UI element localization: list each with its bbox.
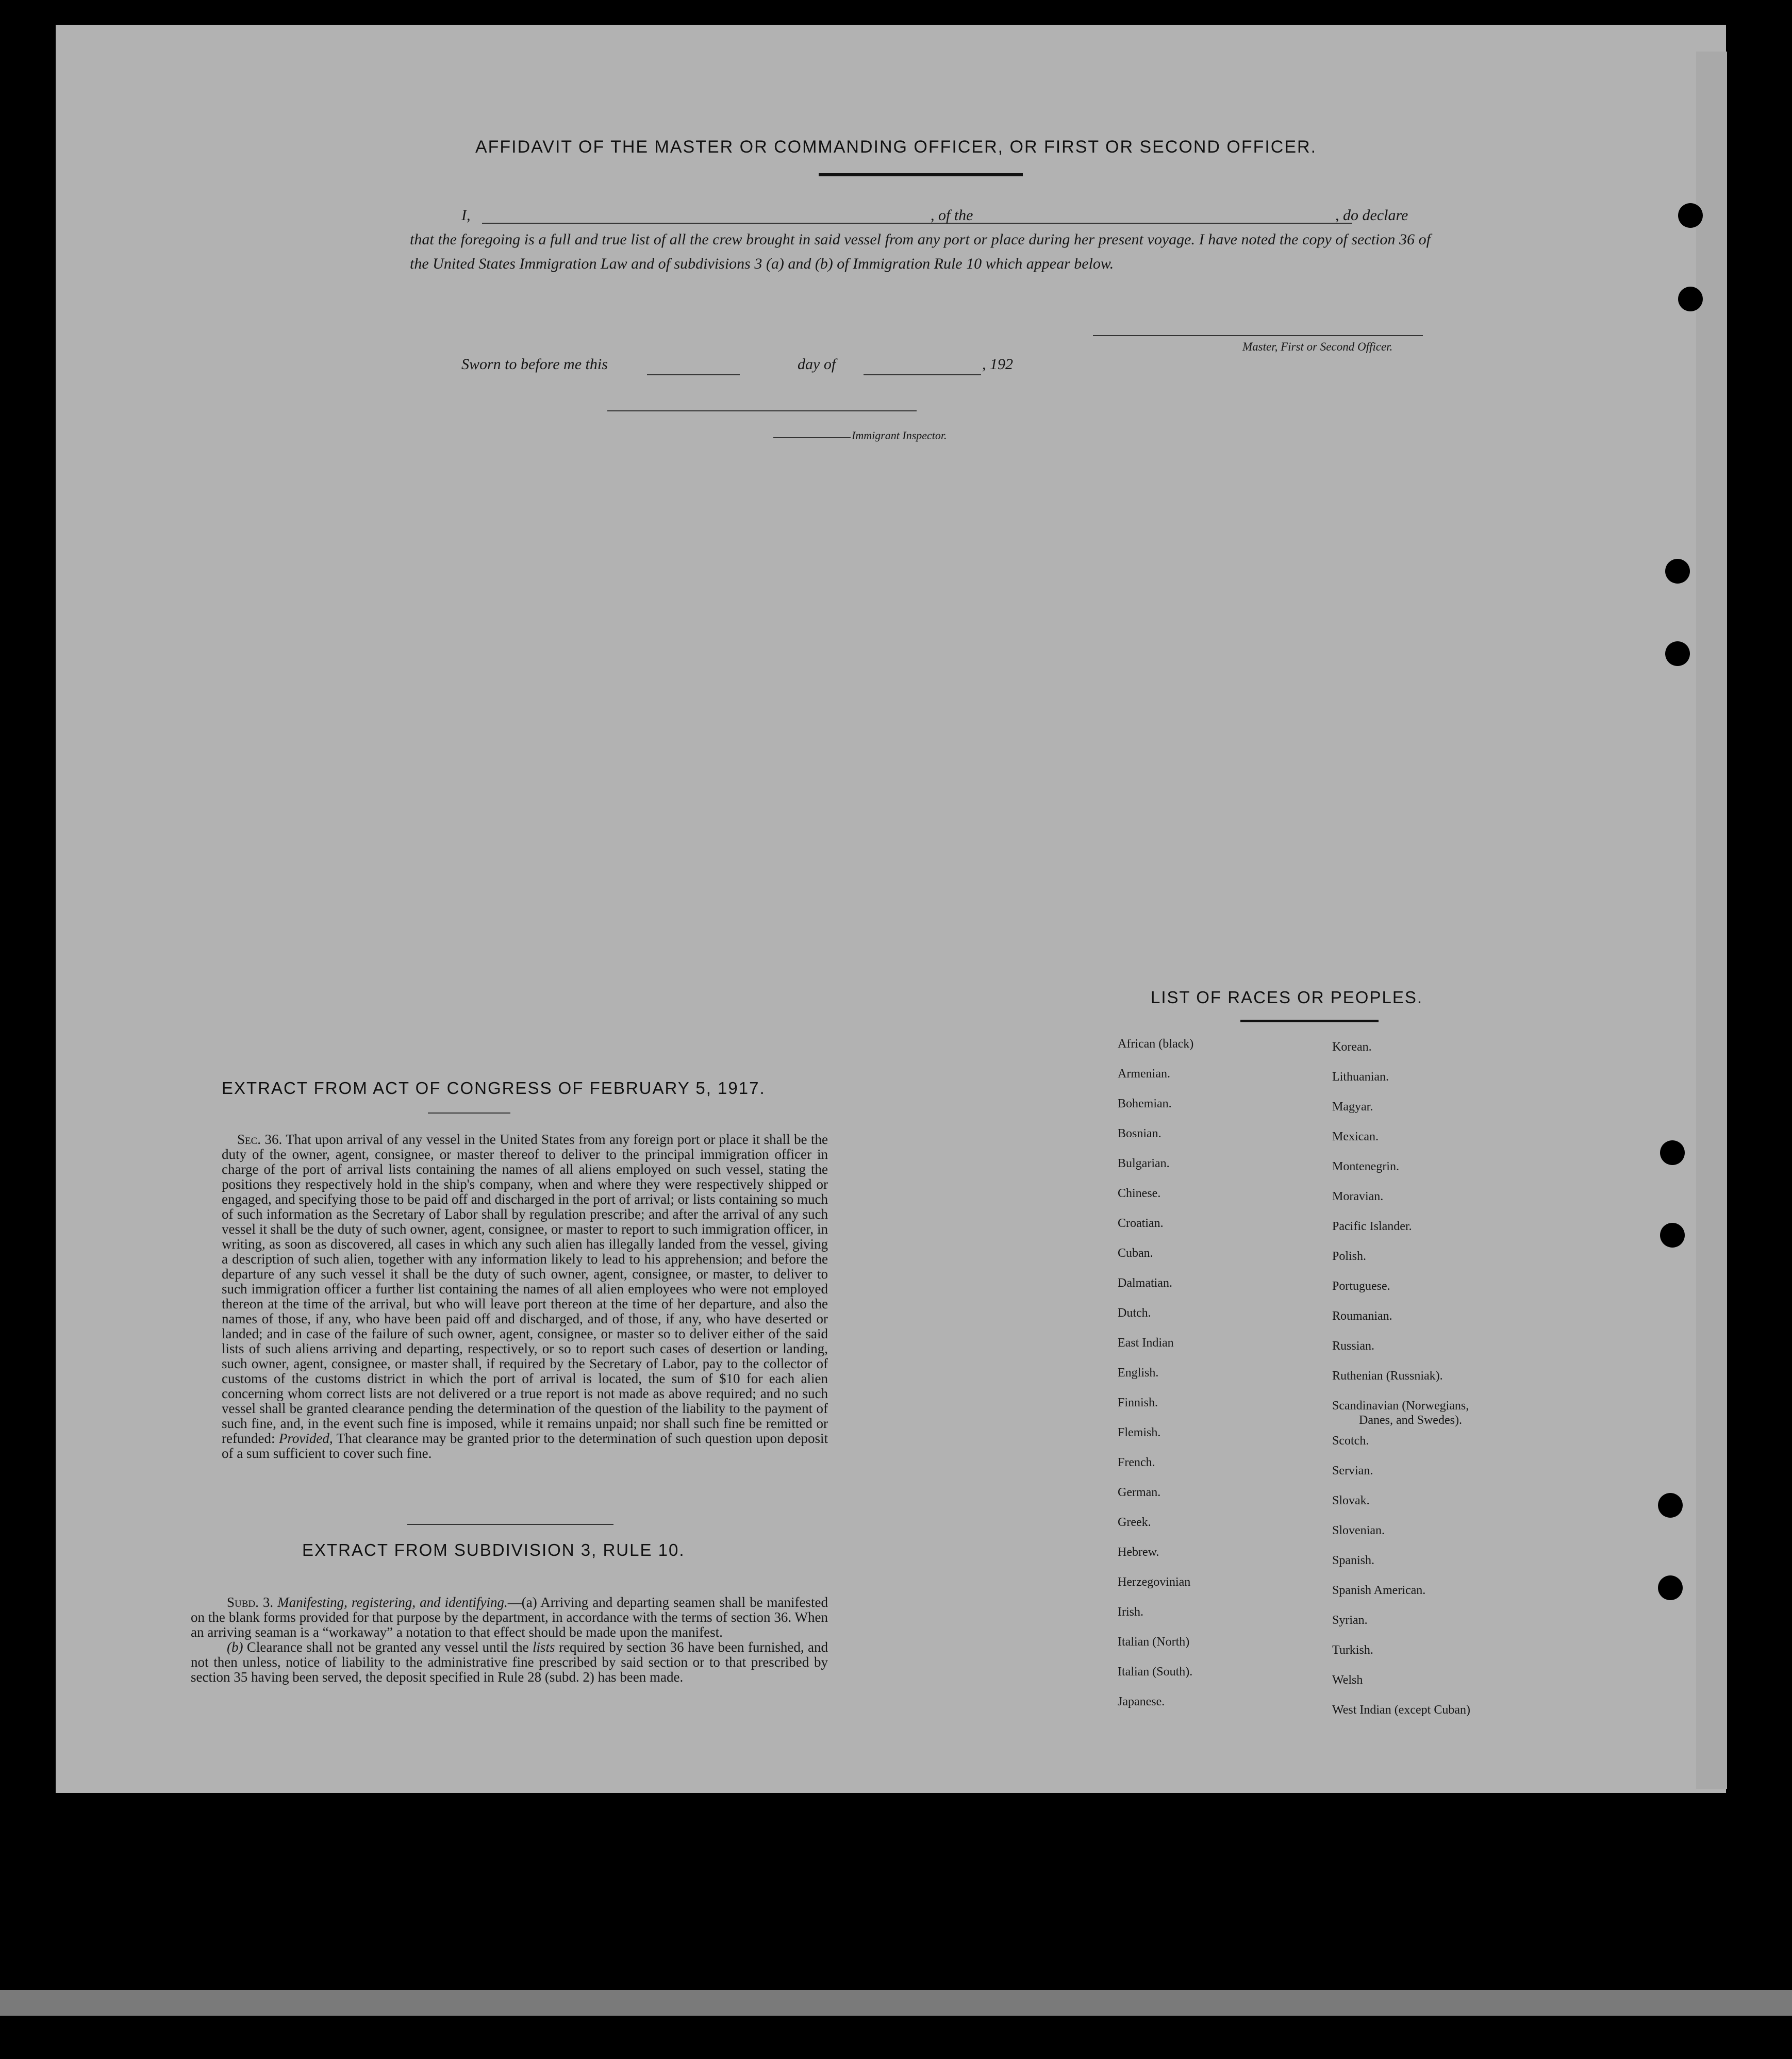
race-item: Lithuanian.: [1332, 1070, 1389, 1084]
punch-hole: [1678, 203, 1703, 228]
race-item: Dalmatian.: [1118, 1276, 1172, 1290]
signature-label: Master, First or Second Officer.: [1242, 340, 1393, 353]
race-item: German.: [1118, 1486, 1161, 1499]
race-item: Welsh: [1332, 1673, 1363, 1687]
race-item: Italian (North): [1118, 1635, 1190, 1649]
race-item: Syrian.: [1332, 1614, 1368, 1627]
race-item: Magyar.: [1332, 1100, 1373, 1114]
affidavit-declaration: [410, 203, 1431, 276]
proviso-label: Provided,: [278, 1431, 333, 1446]
inspector-signature-line[interactable]: [607, 410, 917, 411]
punch-hole: [1658, 1575, 1683, 1600]
race-item: Russian.: [1332, 1339, 1375, 1353]
congress-extract-text: [222, 1132, 828, 1461]
sworn-day-blank[interactable]: [647, 374, 740, 375]
race-item: Polish.: [1332, 1250, 1367, 1263]
race-item: Irish.: [1118, 1605, 1143, 1619]
race-item: Mexican.: [1332, 1130, 1379, 1143]
declare-do-declare-label: , do declare: [1335, 207, 1408, 224]
sworn-year-label: , 192: [982, 356, 1013, 373]
race-item: Roumanian.: [1332, 1309, 1392, 1323]
sheet-edge: [1696, 52, 1727, 1789]
vessel-blank-line[interactable]: [1003, 223, 1333, 224]
inspector-label: Immigrant Inspector.: [852, 429, 947, 442]
declaration-text: that the foregoing is a full and true list of all the crew brought in said vessel from any port or place during her present voyage. I have noted the copy of section 36 of the United States Immigration Law and of subdivisions 3 (a) and (b) of Immigration Rule 10 which appear below.: [410, 231, 1431, 272]
race-item: Turkish.: [1332, 1643, 1373, 1657]
race-item: Ruthenian (Russniak).: [1332, 1369, 1443, 1383]
race-item: Japanese.: [1118, 1695, 1165, 1708]
proviso-text: That clearance may be granted prior to the determination of such question upon deposit of a sum sufficient to cover such fine.: [222, 1431, 828, 1461]
race-item: Moravian.: [1332, 1190, 1384, 1203]
race-item: Croatian.: [1118, 1217, 1164, 1230]
race-item: Armenian.: [1118, 1067, 1170, 1081]
punch-hole: [1660, 1140, 1685, 1165]
race-item: West Indian (except Cuban): [1332, 1703, 1470, 1717]
race-item: Scotch.: [1332, 1434, 1369, 1448]
subd-label: Subd. 3.: [227, 1595, 274, 1610]
rule-extract-text: [191, 1595, 828, 1685]
declare-i-label: I,: [461, 207, 471, 224]
race-item: Slovenian.: [1332, 1524, 1385, 1537]
race-item: Italian (South).: [1118, 1665, 1193, 1679]
race-item: Bohemian.: [1118, 1097, 1172, 1110]
punch-hole: [1658, 1493, 1683, 1518]
punch-hole: [1665, 641, 1690, 666]
sworn-month-blank[interactable]: [864, 374, 981, 375]
declare-of-the-label: , of the: [931, 207, 973, 224]
para-a-prefix: —(a): [507, 1595, 537, 1610]
section-label: Sec. 36.: [237, 1132, 283, 1147]
affidavit-title: AFFIDAVIT OF THE MASTER OR COMMANDING OFFICER, OR FIRST OR SECOND OFFICER.: [475, 137, 1317, 157]
race-item: Chinese.: [1118, 1187, 1161, 1200]
para-a-text: Arriving and departing seamen shall be manifested on the blank forms provided for that purpose by the department, in accordance with the terms of section 36. When an arriving seaman is a “workaway” a notation to that effect should be made upon the manifest.: [191, 1595, 828, 1640]
race-item: Bulgarian.: [1118, 1157, 1170, 1170]
race-item: French.: [1118, 1456, 1155, 1469]
section-divider: [407, 1524, 613, 1525]
section-36-text: That upon arrival of any vessel in the United States from any foreign port or place it shall be the duty of the owner, agent, consignee, or master thereof to deliver to the principal immigration officer in charge of the port of arrival lists containing the names of all aliens employed on such vessel, stating the positions they respectively hold in the ship's company, when and where they were respectively shipped or engaged, and specifying those to be paid off and discharged in the port of arrival; or lists containing so much of such information as the Secretary of Labor shall by regulation prescribe; and after the arrival of any such vessel it shall be the duty of such owner, agent, consignee, or master to report to such immigration officer, in writing, as soon as discovered, all cases in which any such alien has illegally landed from the vessel, giving a description of such alien, together with any information likely to lead to his apprehension; and before the departure of any such vessel it shall be the duty of such owner, agent, consignee, or master, to deliver to such immigration officer a further list containing the names of all alien employees who were not employed thereon at the time of the arrival, but who will leave port thereon at the time of her departure, and also the names of those, if any, who have been paid off and discharged, and of those, if any, who have deserted or landed; and in case of the failure of such owner, agent, consignee, or master so to deliver either of the said lists of such aliens arriving and departing, respectively, or so to report such cases of desertion or landing, such owner, agent, consignee, or master shall, if required by the Secretary of Labor, pay to the collector of customs of the customs district in which the port of arrival is located, the sum of $10 for each alien concerning whom correct lists are not delivered or a true report is not made as above required; and no such vessel shall be granted clearance pending the determination of the question of the liability to the payment of such fine, and, in the event such fine is imposed, while it remains unpaid; nor shall such fine be remitted or refunded:: [222, 1132, 828, 1446]
race-item: Pacific Islander.: [1332, 1220, 1412, 1233]
race-item: Herzegovinian: [1118, 1575, 1191, 1589]
race-item: Korean.: [1332, 1040, 1372, 1054]
race-item: Cuban.: [1118, 1247, 1153, 1260]
race-item: African (black): [1118, 1037, 1194, 1051]
races-left-column: [1118, 1037, 1193, 1725]
race-item: East Indian: [1118, 1336, 1174, 1350]
race-item: Danes, and Swedes).: [1359, 1414, 1462, 1427]
affidavit-title-rule: [819, 173, 1023, 176]
congress-title-rule: [428, 1112, 510, 1114]
race-item: Greek.: [1118, 1516, 1151, 1529]
race-item: Montenegrin.: [1332, 1160, 1399, 1173]
para-b-prefix: (b): [227, 1639, 243, 1655]
para-b-text-2: required by section 36 have been furnished, and not then unless, notice of liability to the administrative fine prescribed by said section or to that prescribed by section 35 having been served, the deposit specified in Rule 28 (subd. 2) has been made.: [191, 1639, 828, 1685]
inspector-short-line[interactable]: [773, 437, 851, 438]
document-sheet: [56, 25, 1726, 1793]
races-title-rule: [1240, 1020, 1379, 1022]
scan-border-strip: [0, 1990, 1792, 2016]
race-item: English.: [1118, 1366, 1159, 1380]
rule-extract-title: EXTRACT FROM SUBDIVISION 3, RULE 10.: [302, 1540, 685, 1559]
race-item: Finnish.: [1118, 1396, 1158, 1409]
races-list-title: LIST OF RACES OR PEOPLES.: [1151, 988, 1423, 1007]
race-item: Spanish American.: [1332, 1584, 1426, 1597]
congress-extract-title: EXTRACT FROM ACT OF CONGRESS OF FEBRUARY 5, 1917.: [222, 1078, 766, 1098]
para-b-text-1: Clearance shall not be granted any vessel until the: [246, 1639, 529, 1655]
punch-hole: [1665, 559, 1690, 584]
race-item: Flemish.: [1118, 1426, 1161, 1439]
sworn-line-text: [461, 356, 1080, 376]
race-item: Servian.: [1332, 1464, 1373, 1477]
sworn-day-of-label: day of: [798, 356, 836, 373]
subd-heading: Manifesting, registering, and identifying.: [277, 1595, 508, 1610]
signature-line[interactable]: [1093, 335, 1423, 336]
para-b-lists: lists: [533, 1639, 555, 1655]
race-item: Hebrew.: [1118, 1546, 1159, 1559]
race-item: Dutch.: [1118, 1306, 1151, 1320]
punch-hole: [1660, 1223, 1685, 1248]
race-item: Slovak.: [1332, 1494, 1370, 1507]
sworn-prefix-label: Sworn to before me this: [461, 356, 608, 373]
punch-hole: [1678, 287, 1703, 311]
race-item: Portuguese.: [1332, 1280, 1390, 1293]
race-item: Spanish.: [1332, 1554, 1375, 1567]
race-item: Bosnian.: [1118, 1127, 1162, 1140]
races-right-column: [1332, 1040, 1470, 1733]
race-item: Scandinavian (Norwegians,: [1332, 1399, 1469, 1413]
